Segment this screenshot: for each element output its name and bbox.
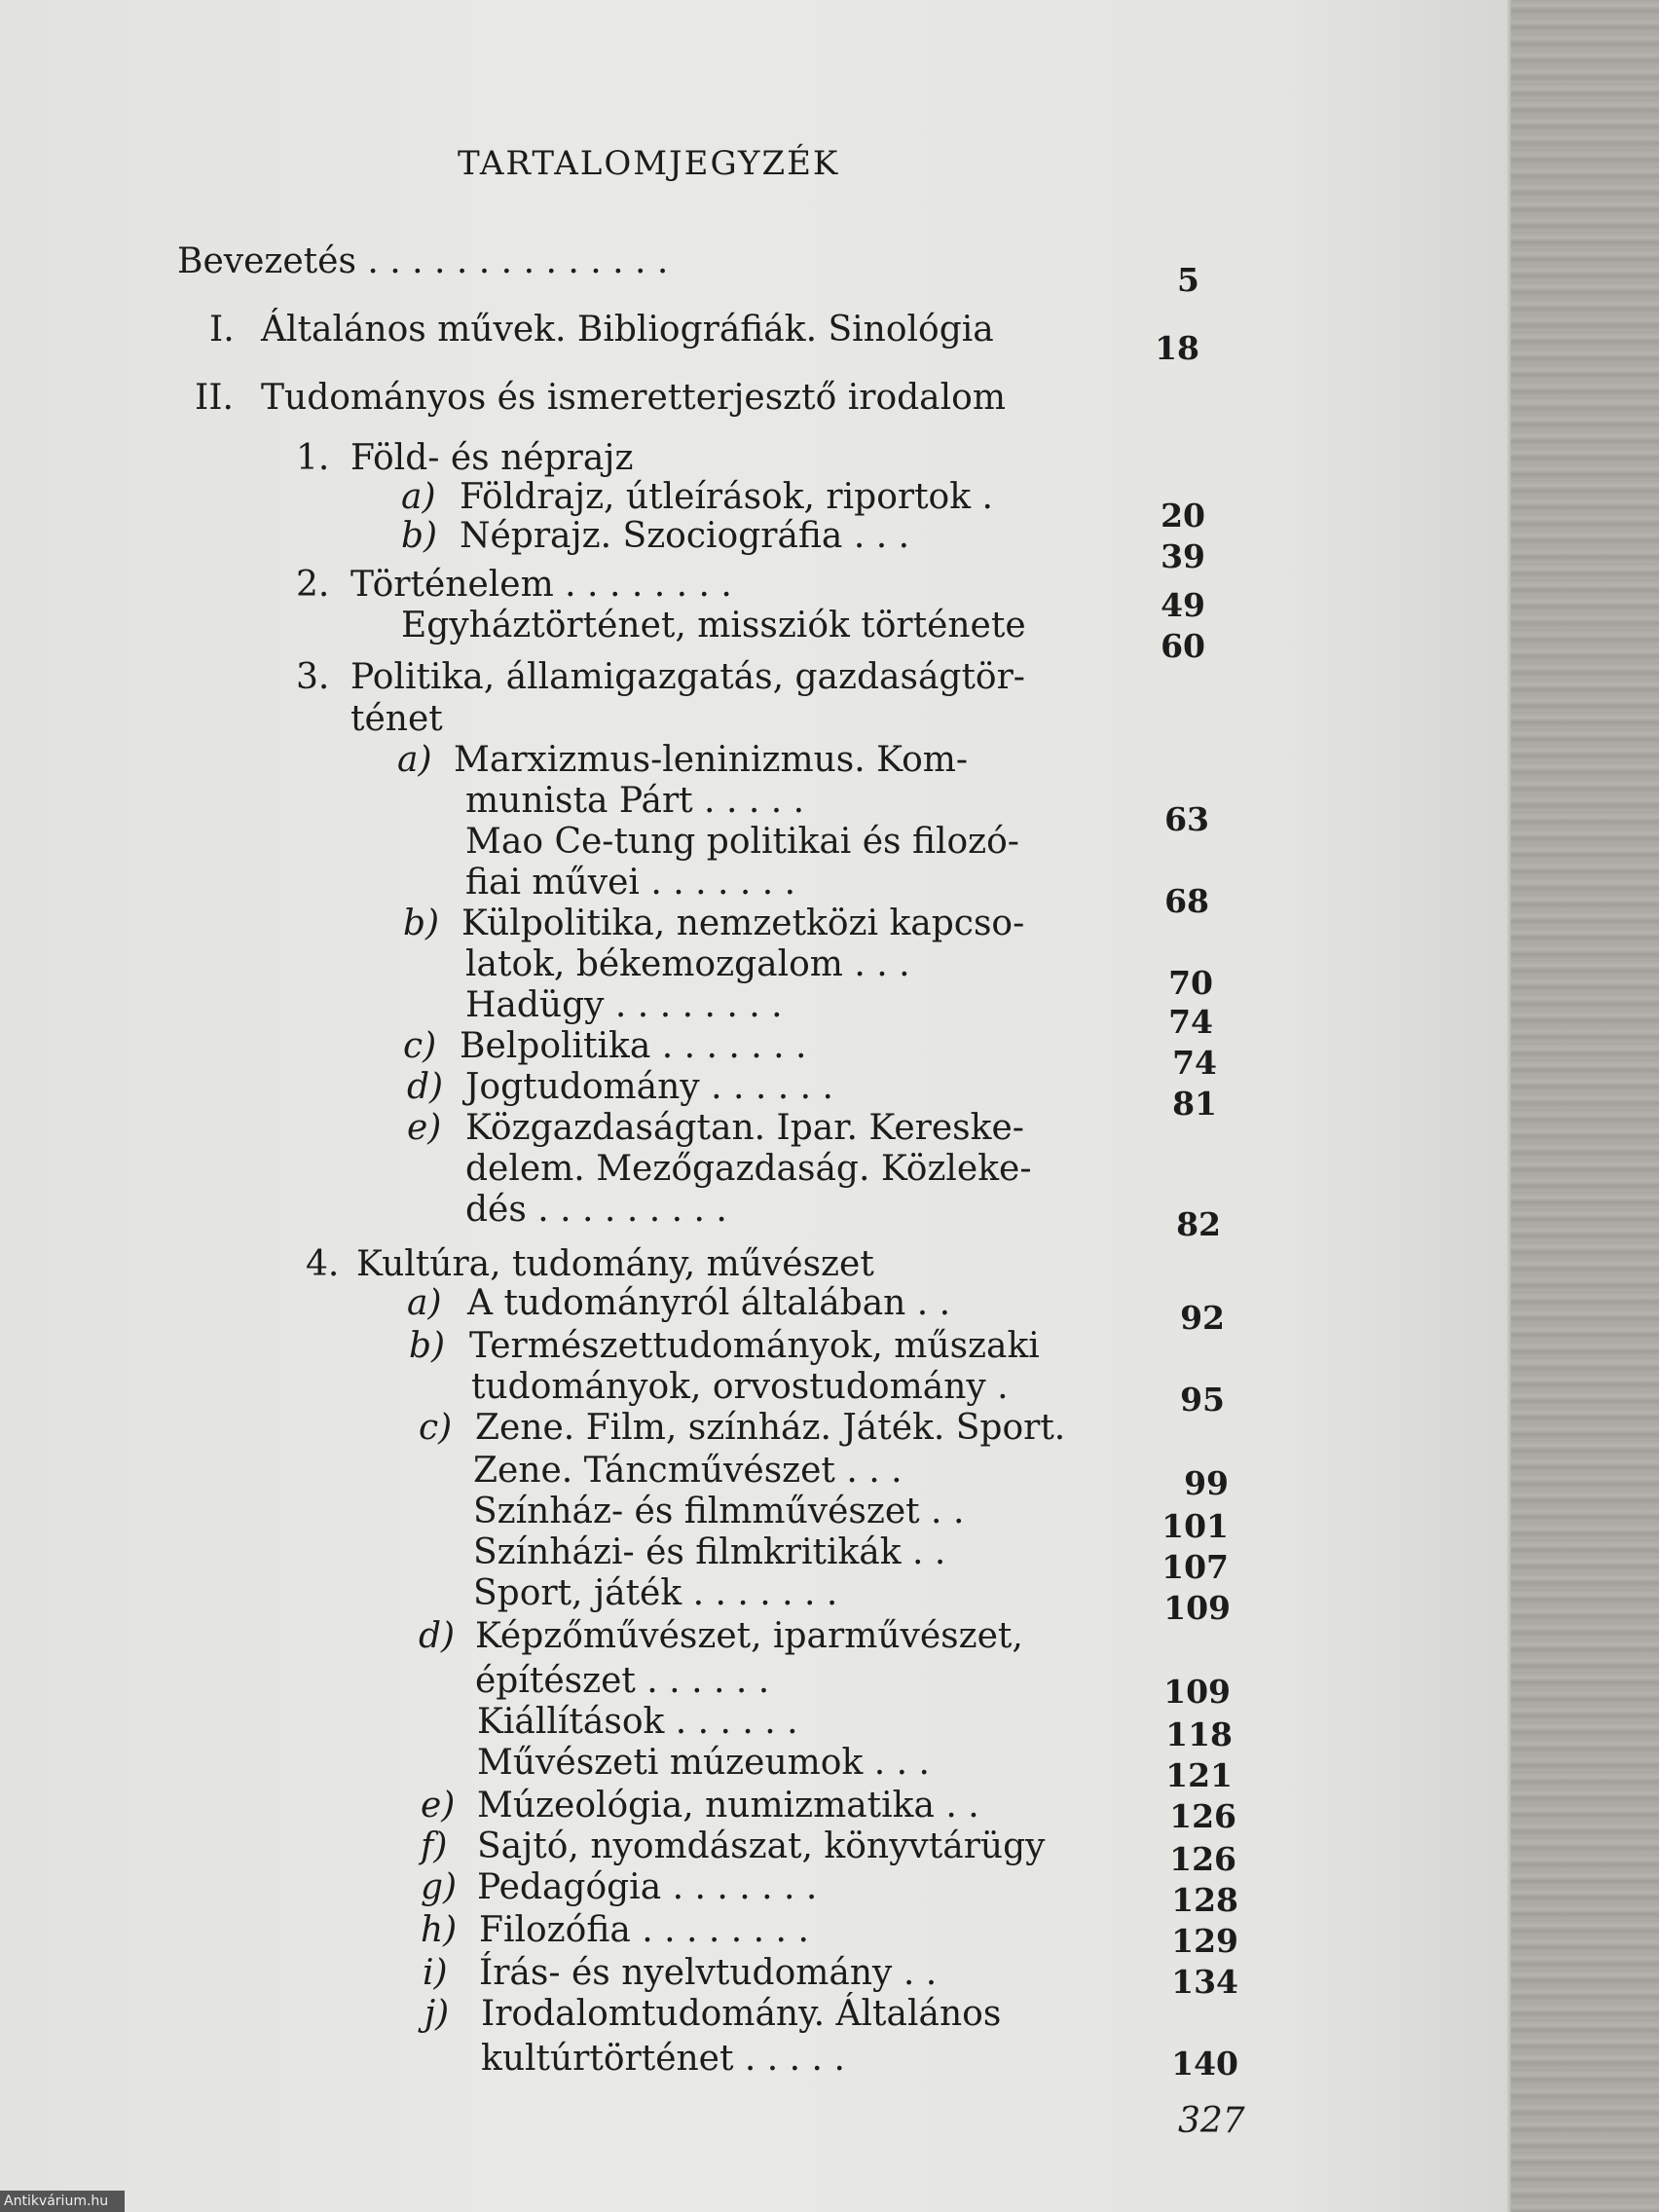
entry-title: Sajtó, nyomdászat, könyvtárügy xyxy=(477,1826,1046,1866)
entry-title: Hadügy . . . . . . . . xyxy=(465,985,783,1025)
entry-title: Külpolitika, nemzetközi kapcso- xyxy=(461,903,1025,943)
entry-title: építészet . . . . . . xyxy=(475,1661,770,1701)
entry-label: d) xyxy=(407,1067,444,1107)
entry-title: dés . . . . . . . . . xyxy=(465,1190,727,1230)
entry-title: Kiállítások . . . . . . xyxy=(477,1702,798,1742)
entry-label: i) xyxy=(423,1953,448,1993)
entry-title: Sport, játék . . . . . . . xyxy=(473,1573,838,1613)
entry-page-number: 121 xyxy=(1165,1756,1233,1794)
entry-page-number: 101 xyxy=(1161,1507,1229,1545)
entry-title: Filozófia . . . . . . . . xyxy=(479,1910,809,1950)
entry-title: Bevezetés . . . . . . . . . . . . . . xyxy=(177,241,669,281)
entry-title: Mao Ce-tung politikai és filozó- xyxy=(465,822,1019,862)
entry-label: h) xyxy=(421,1910,458,1950)
entry-page-number: 107 xyxy=(1161,1548,1229,1586)
entry-page-number: 134 xyxy=(1171,1963,1238,2001)
entry-page-number: 18 xyxy=(1155,329,1199,367)
entry-title: Zene. Táncművészet . . . xyxy=(473,1451,903,1491)
entry-title: kultúrtörténet . . . . . xyxy=(481,2039,845,2079)
entry-title: Irodalomtudomány. Általános xyxy=(481,1994,1002,2034)
entry-title: Tudományos és ismeretterjesztő irodalom xyxy=(261,378,1006,418)
entry-label: 4. xyxy=(306,1244,340,1284)
entry-page-number: 109 xyxy=(1163,1589,1231,1627)
entry-page-number: 95 xyxy=(1180,1381,1225,1419)
entry-label: 1. xyxy=(296,438,330,478)
entry-page-number: 82 xyxy=(1176,1205,1221,1243)
entry-page-number: 99 xyxy=(1184,1464,1229,1502)
entry-label: a) xyxy=(401,477,436,517)
entry-page-number: 74 xyxy=(1172,1044,1217,1082)
entry-title: Képzőművészet, iparművészet, xyxy=(475,1616,1023,1656)
entry-title: ténet xyxy=(350,699,443,739)
entry-label: b) xyxy=(409,1326,446,1366)
entry-title: Természettudományok, műszaki xyxy=(469,1326,1040,1366)
entry-title: Zene. Film, színház. Játék. Sport. xyxy=(475,1408,1066,1448)
entry-label: a) xyxy=(397,740,432,780)
entry-page-number: 20 xyxy=(1161,497,1205,535)
entry-page-number: 81 xyxy=(1172,1085,1217,1123)
entry-title: Marxizmus-leninizmus. Kom- xyxy=(454,740,969,780)
entry-title: Színház- és filmművészet . . xyxy=(473,1492,965,1531)
entry-title: Történelem . . . . . . . . xyxy=(350,565,732,605)
entry-page-number: 126 xyxy=(1169,1797,1236,1835)
entry-page-number: 118 xyxy=(1165,1715,1233,1753)
entry-title: Közgazdaságtan. Ipar. Kereske- xyxy=(465,1108,1024,1148)
entry-label: I. xyxy=(209,310,235,350)
entry-label: b) xyxy=(401,516,438,556)
watermark: Antikvárium.hu xyxy=(0,2191,125,2212)
entry-title: Általános művek. Bibliográfiák. Sinológia xyxy=(261,310,994,350)
entry-title: delem. Mezőgazdaság. Közleke- xyxy=(465,1149,1032,1189)
page-title: TARTALOMJEGYZÉK xyxy=(458,144,840,183)
entry-title: Kultúra, tudomány, művészet xyxy=(356,1244,874,1284)
entry-label: e) xyxy=(407,1108,442,1148)
entry-title: Művészeti múzeumok . . . xyxy=(477,1743,930,1783)
entry-title: tudományok, orvostudomány . xyxy=(471,1367,1009,1407)
entry-page-number: 140 xyxy=(1171,2045,1238,2083)
entry-page-number: 92 xyxy=(1180,1299,1225,1337)
entry-title: Politika, államigazgatás, gazdaságtör- xyxy=(350,657,1025,697)
entry-title: fiai művei . . . . . . . xyxy=(465,863,796,903)
entry-label: j) xyxy=(424,1994,450,2034)
entry-label: a) xyxy=(407,1283,442,1323)
entry-title: Jogtudomány . . . . . . xyxy=(465,1067,833,1107)
page-number: 327 xyxy=(1178,2101,1245,2141)
entry-page-number: 109 xyxy=(1163,1673,1231,1711)
entry-title: Pedagógia . . . . . . . xyxy=(477,1867,818,1907)
entry-title: munista Párt . . . . . xyxy=(465,781,805,821)
entry-label: 3. xyxy=(296,657,330,697)
entry-label: e) xyxy=(421,1786,456,1825)
entry-page-number: 68 xyxy=(1164,882,1209,920)
entry-label: 2. xyxy=(296,565,330,605)
entry-page-number: 129 xyxy=(1171,1922,1238,1960)
entry-page-number: 74 xyxy=(1168,1003,1213,1041)
entry-label: c) xyxy=(403,1026,437,1066)
entry-title: A tudományról általában . . xyxy=(467,1283,951,1323)
entry-title: Belpolitika . . . . . . . xyxy=(460,1026,807,1066)
entry-label: II. xyxy=(195,378,234,418)
entry-label: g) xyxy=(421,1867,458,1907)
entry-label: c) xyxy=(419,1408,453,1448)
entry-label: b) xyxy=(403,903,440,943)
entry-page-number: 70 xyxy=(1168,964,1213,1002)
entry-title: Egyháztörténet, missziók története xyxy=(401,606,1026,645)
entry-page-number: 60 xyxy=(1161,627,1205,665)
entry-label: f) xyxy=(421,1826,448,1866)
entry-page-number: 126 xyxy=(1169,1840,1236,1878)
entry-title: latok, békemozgalom . . . xyxy=(465,944,910,984)
entry-page-number: 128 xyxy=(1171,1881,1238,1919)
entry-title: Földrajz, útleírások, riportok . xyxy=(460,477,993,517)
entry-page-number: 5 xyxy=(1177,261,1199,299)
entry-page-number: 49 xyxy=(1161,586,1205,624)
entry-title: Múzeológia, numizmatika . . xyxy=(477,1786,979,1825)
entry-page-number: 63 xyxy=(1164,800,1209,838)
entry-title: Néprajz. Szociográfia . . . xyxy=(460,516,910,556)
entry-title: Írás- és nyelvtudomány . . xyxy=(479,1953,938,1993)
book-gutter xyxy=(1511,0,1659,2212)
entry-title: Színházi- és filmkritikák . . xyxy=(473,1532,946,1572)
entry-title: Föld- és néprajz xyxy=(350,438,634,478)
entry-label: d) xyxy=(419,1616,456,1656)
entry-page-number: 39 xyxy=(1161,537,1205,575)
